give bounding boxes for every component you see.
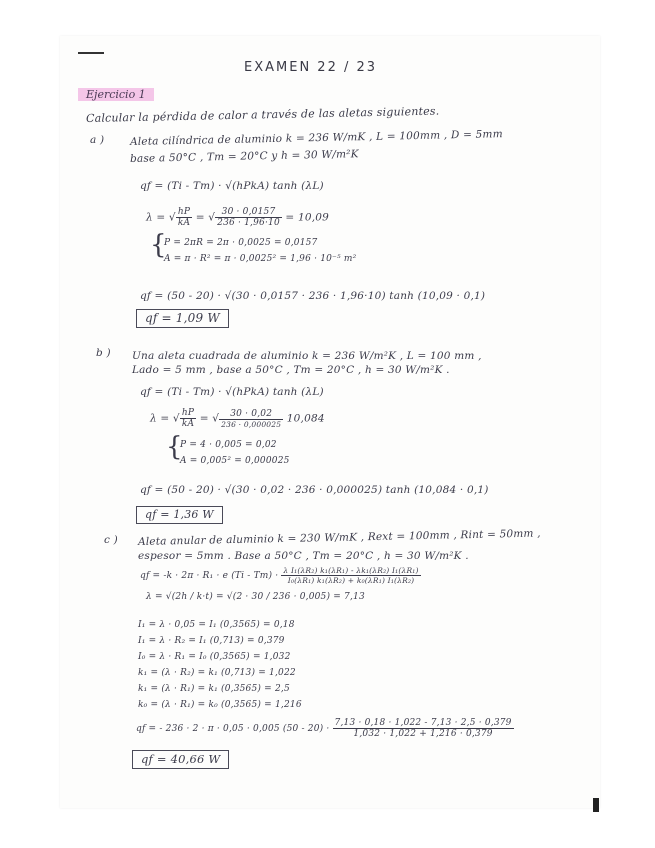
exam-title: EXAMEN 22 / 23 [244,60,378,75]
part-b-marker: b ) [96,347,111,359]
part-b-lambda: λ = √ $\frac{hP}{kA}$ = √ 30 · 0,02 236 · 0,000025 10,084 [150,408,325,429]
fraction-numerator: hP [180,408,196,419]
fraction-numerator: λ I₁(λR₂) k₁(λR₁) - λk₁(λR₂) I₁(λR₁) [283,566,419,575]
bessel-fraction [281,566,420,585]
fraction-denominator: 236 · 1,96·10 [217,218,280,228]
part-b-qf: qf = (50 - 20) · √(30 · 0,02 · 236 · 0,000025) tanh (10,084 · 0,1) [140,484,489,496]
left-brace: { [166,432,183,462]
part-c-lambda: λ = √(2h / k·t) = √(2 · 30 / 236 · 0,005) = 7,13 [146,592,365,602]
fraction-denominator: 1,032 · 1,022 + 1,216 · 0,379 [353,729,493,739]
lambda-symbol: λ = [146,211,166,224]
fraction-numerator: 30 · 0,0157 [215,207,282,218]
fraction-denominator: kA [177,218,191,228]
fraction-denominator: kA [181,419,195,429]
part-a-line2: base a 50°C , Tm = 20°C y h = 30 W/m²K [129,148,359,165]
bessel-line: k₁ = (λ · R₂) = k₁ (0,713) = 1,022 [138,668,296,678]
part-a-result: qf = 1,09 W [136,309,229,328]
page-edge-mark [593,798,599,812]
part-b-area: A = 0,005² = 0,000025 [180,456,290,466]
lambda-result: 10,084 [286,412,325,425]
lambda-fraction-symbolic [180,408,196,429]
bessel-line: k₀ = (λ · R₁) = k₀ (0,3565) = 1,216 [138,700,302,710]
left-brace: { [150,230,167,260]
part-a-formula: qf = (Ti - Tm) · √(hPkA) tanh (λL) [140,180,324,192]
part-b-line1: Una aleta cuadrada de aluminio k = 236 W/m²K , L = 100 mm , [132,350,482,362]
part-a-perimeter: P = 2πR = 2π · 0,0025 = 0,0157 [164,238,318,248]
qf-fraction [333,718,514,739]
problem-statement: Calcular la pérdida de calor a través de las aletas siguientes. [85,104,440,125]
part-c-formula [140,566,421,585]
part-a-marker: a ) [90,134,105,146]
part-b-line2: Lado = 5 mm , base a 50°C , Tm = 20°C , h = 30 W/m²K . [132,364,450,376]
fraction-denominator: 236 · 0,000025 [221,419,282,429]
part-c-line2: espesor = 5mm . Base a 50°C , Tm = 20°C , h = 30 W/m²K . [138,550,469,562]
part-b-perimeter: P = 4 · 0,005 = 0,02 [180,440,277,450]
lambda-fraction-numeric [219,409,283,429]
fraction-numerator: 7,13 · 0,18 · 1,022 - 7,13 · 2,5 · 0,379 [334,718,512,728]
part-c-qf [136,718,514,739]
bessel-line: I₁ = λ · R₂ = I₁ (0,713) = 0,379 [138,636,285,646]
bessel-line: I₁ = λ · 0,05 = I₁ (0,3565) = 0,18 [138,620,295,630]
part-a-area: A = π · R² = π · 0,0025² = 1,96 · 10⁻⁵ m² [164,254,357,264]
lambda-fraction-symbolic [176,207,192,228]
lambda-symbol: λ = [150,412,170,425]
fraction-numerator: hP [176,207,192,218]
formula-prefix: qf = -k · 2π · R₁ · e (Ti - Tm) · [140,571,279,581]
lambda-fraction-numeric [215,207,282,228]
lambda-result: = 10,09 [285,211,330,224]
part-c-result: qf = 40,66 W [132,750,229,769]
part-b-result: qf = 1,36 W [136,506,223,524]
part-a-line1: Aleta cilíndrica de aluminio k = 236 W/mK , L = 100mm , D = 5mm [129,128,503,148]
exercise-label-highlight: Ejercicio 1 [78,88,154,101]
corner-dash [78,52,104,54]
bessel-line: I₀ = λ · R₁ = I₀ (0,3565) = 1,032 [138,652,291,662]
fraction-denominator: I₀(λR₁) k₁(λR₂) + k₀(λR₁) I₁(λR₂) [287,576,415,585]
part-a-qf: qf = (50 - 20) · √(30 · 0,0157 · 236 · 1,96·10) tanh (10,09 · 0,1) [140,290,486,302]
part-c-line1: Aleta anular de aluminio k = 230 W/mK , Rext = 100mm , Rint = 50mm , [137,527,541,548]
qf-prefix: qf = - 236 · 2 · π · 0,05 · 0,005 (50 - 20) · [136,724,330,734]
part-a-lambda: λ = √ $\frac{hP}{kA}$ = √ $\frac{30 \cdot 0,0157}{236 \cdot 1,96\cdot 10}$ = 10,09 [146,207,330,228]
part-b-formula: qf = (Ti - Tm) · √(hPkA) tanh (λL) [140,386,324,398]
part-c-marker: c ) [104,534,118,546]
bessel-line: k₁ = (λ · R₁) = k₁ (0,3565) = 2,5 [138,684,290,694]
fraction-numerator: 30 · 0,02 [219,409,283,420]
